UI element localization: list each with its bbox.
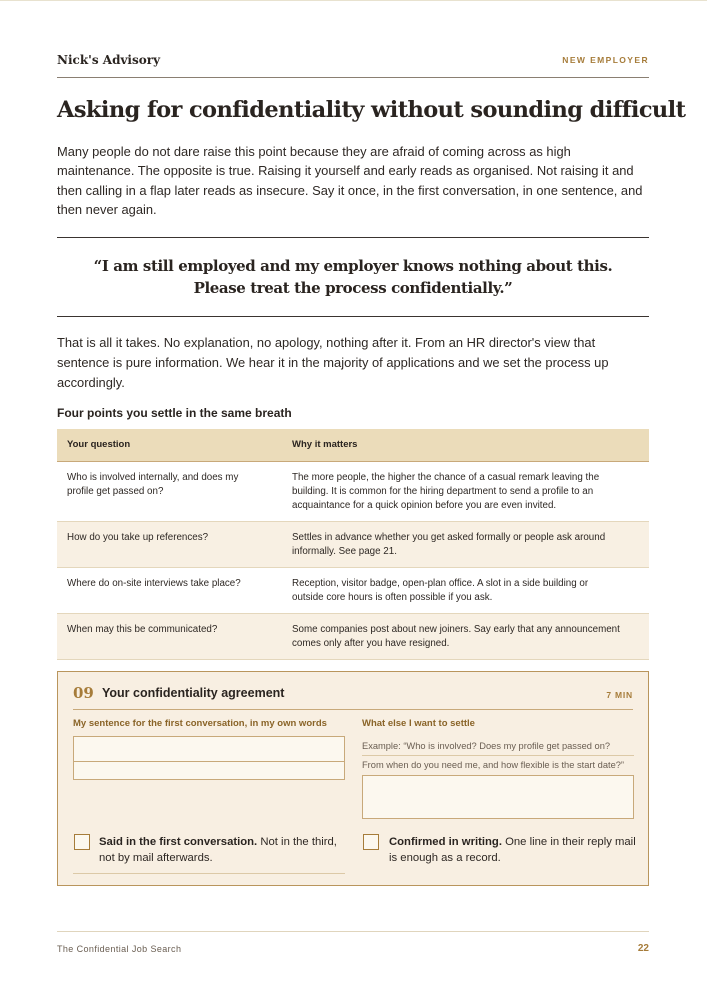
example-text-2: From when do you need me, and how flexible is the start date?”	[362, 760, 625, 770]
checkbox-underline	[73, 873, 345, 874]
top-edge-rule	[0, 0, 707, 1]
running-header	[57, 53, 649, 78]
right-field-label: What else I want to settle	[362, 718, 475, 729]
writing-line	[74, 761, 344, 762]
footer-divider	[57, 931, 649, 932]
brand-name: Nick's Advisory	[57, 53, 161, 67]
quote-line-2: Please treat the process confidentially.”	[193, 279, 513, 297]
intro-line: then calling in a flap later reads as insecure. Say it once, in the first conversation, in one sentence, and	[57, 182, 643, 198]
table-title: Four points you settle in the same breath	[57, 406, 292, 420]
cell-line: When may this be communicated?	[67, 624, 218, 635]
question-cell	[67, 623, 267, 637]
cell-line: The more people, the higher the chance of a casual remark leaving the	[292, 472, 600, 483]
intro-line: maintenance. The opposite is true. Raising it yourself and early reads as organised. Not raising it and	[57, 163, 634, 179]
in-writing-text	[389, 834, 639, 866]
cell-line: building. It is common for the hiring department to send a profile to an	[292, 486, 594, 497]
pull-quote	[57, 237, 649, 317]
quote-line-1: “I am still employed and my employer knows nothing about this.	[93, 257, 613, 275]
reason-cell	[292, 577, 642, 605]
cell-line: How do you take up references?	[67, 532, 209, 543]
page-title: Asking for confidentiality without sounding difficult	[57, 97, 686, 123]
table-row	[57, 614, 649, 660]
column-header-reason: Why it matters	[292, 439, 358, 450]
table-row	[57, 462, 649, 522]
question-cell	[67, 531, 267, 545]
column-header-question: Your question	[67, 439, 131, 450]
reason-cell	[292, 531, 642, 559]
in-writing-checkbox[interactable]	[363, 834, 379, 850]
cell-line: Some companies post about new joiners. Say early that any announcement	[292, 624, 620, 635]
table-header-row	[57, 429, 649, 462]
card-divider	[73, 709, 633, 710]
after-quote-paragraph	[57, 333, 649, 393]
cell-line: acquaintance for a quick opinion before you are even invited.	[292, 500, 557, 511]
first-conversation-checkbox[interactable]	[74, 834, 90, 850]
question-cell	[67, 471, 267, 499]
page-number: 22	[637, 943, 649, 954]
section-tag: NEW EMPLOYER	[562, 55, 649, 65]
reason-cell	[292, 471, 642, 513]
left-field-label: My sentence for the first conversation, in my own words	[73, 718, 327, 729]
intro-line: Many people do not dare raise this point because they are afraid of coming across as high	[57, 144, 571, 159]
cell-line: Where do on-site interviews take place?	[67, 578, 241, 589]
check-2-rest: One line in their reply mail is enough as a record.	[389, 836, 636, 864]
exercise-title: Your confidentiality agreement	[102, 686, 285, 700]
example-text-1: Example: “Who is involved? Does my profile get passed on?	[362, 741, 611, 751]
cell-line: Who is involved internally, and does my	[67, 472, 239, 483]
own-sentence-input[interactable]	[73, 736, 345, 780]
question-cell	[67, 577, 267, 591]
intro-line: then never again.	[57, 201, 157, 217]
questions-table	[57, 429, 649, 660]
intro-paragraph	[57, 142, 649, 219]
check-2-bold: Confirmed in writing.	[389, 836, 502, 848]
exercise-duration: 7 MIN	[606, 690, 633, 700]
after-line: That is all it takes. No explanation, no apology, nothing after it. From an HR director's view that	[57, 335, 596, 350]
table-row	[57, 522, 649, 568]
first-conversation-text	[99, 834, 349, 866]
cell-line: informally. See page 21.	[292, 546, 397, 557]
cell-line: outside core hours is often possible if you ask.	[292, 592, 493, 603]
table-row	[57, 568, 649, 614]
cell-line: profile get passed on?	[67, 486, 164, 497]
cell-line: Reception, visitor badge, open-plan office. A slot in a side building or	[292, 578, 589, 589]
book-title: The Confidential Job Search	[57, 944, 182, 954]
exercise-card	[57, 671, 649, 886]
after-line: accordingly.	[57, 375, 125, 390]
example-divider	[362, 755, 634, 756]
cell-line: Settles in advance whether you get asked formally or people ask around	[292, 532, 606, 543]
check-1-bold: Said in the first conversation.	[99, 836, 258, 848]
cell-line: comes only after you have resigned.	[292, 638, 450, 649]
after-line: sentence is pure information. We hear it in the majority of applications and we set the process up	[57, 355, 609, 370]
other-points-input[interactable]	[362, 775, 634, 819]
reason-cell	[292, 623, 642, 651]
check-1-rest: Not in the third, not by mail afterwards.	[99, 836, 337, 864]
exercise-number: 09	[73, 684, 94, 702]
